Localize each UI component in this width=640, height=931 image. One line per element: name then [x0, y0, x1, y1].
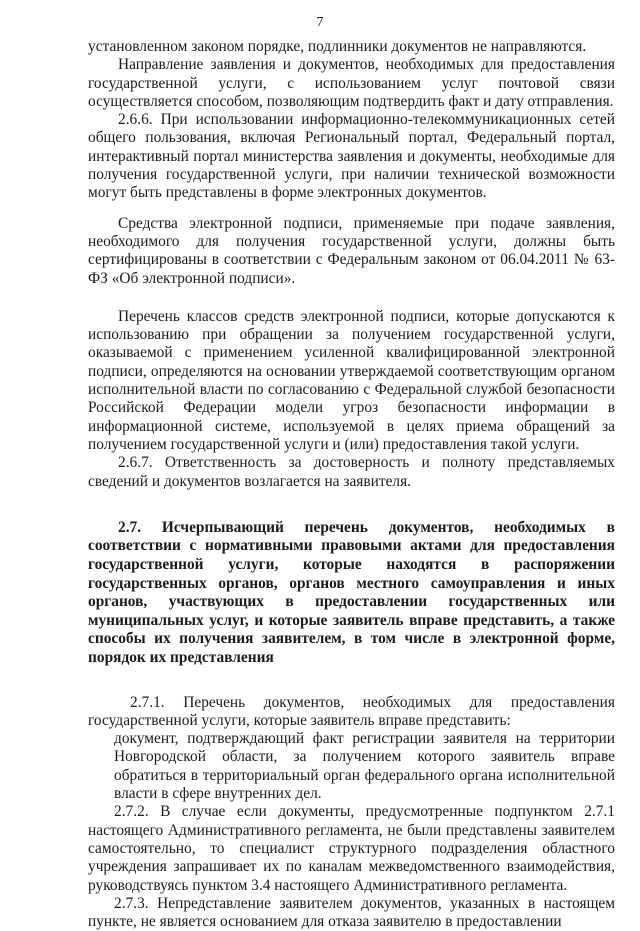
paragraph-signature-classes: Перечень классов средств электронной подписи, которые допускаются к использованию при обращении за получением государственной услуги, оказываемой с применением усиленной квалифицированной электронной подписи, определяются на основании утверждаемой соответствующим органом исполнительной власти по согласованию с Федеральной службой безопасности Российской Федерации модели угроз безопасности информации в информационной системе, используемой в целях приема обращений за получением государственной услуги и (или) предоставления такой услуги.	[88, 307, 615, 453]
paragraph-postal-delivery: Направление заявления и документов, необходимых для предоставления государственной услуги, с использованием услуг почтовой связи осуществляется способом, позволяющим подтвердить факт и дату отправления.	[88, 56, 615, 110]
section-heading-2-7: 2.7. Исчерпывающий перечень документов, необходимых в соответствии с нормативными правовыми актами для предоставления государственной услуги, которые находятся в распоряжении государственных органов, органов местного самоуправления и иных органов, участвующих в предоставлении государственных или муниципальных услуг, и которые заявитель вправе представить, а также способы их получения заявителем, в том числе в электронной форме, порядок их представления	[88, 518, 615, 666]
paragraph-2-6-6: 2.6.6. При использовании информационно-телекоммуникационных сетей общего пользования, включая Региональный портал, Федеральный портал, интерактивный портал министерства заявления и документы, необходимые для получения государственной услуги, при наличии технической возможности могут быть представлены в форме электронных документов.	[88, 111, 615, 202]
page-number: 7	[316, 15, 324, 30]
paragraph-originals-not-sent: установленном законом порядке, подлинники документов не направляются.	[88, 38, 587, 55]
paragraph-2-7-2: 2.7.2. В случае если документы, предусмотренные подпунктом 2.7.1 настоящего Административного регламента, не были представлены заявителем самостоятельно, то специалист структурного подразделения областного учреждения запрашивает их по каналам межведомственного взаимодействия, руководствуясь пунктом 3.4 настоящего Административного регламента.	[88, 803, 615, 894]
paragraph-2-7-3: 2.7.3. Непредставление заявителем документов, указанных в настоящем пункте, не является основанием для отказа заявителю в предоставлении	[88, 894, 615, 931]
paragraph-2-6-7: 2.6.7. Ответственность за достоверность и полноту представляемых сведений и документов возлагается на заявителя.	[88, 454, 615, 490]
paragraph-electronic-signature-means: Средства электронной подписи, применяемые при подаче заявления, необходимого для получения государственной услуги, должны быть сертифицированы в соответствии с Федеральным законом от 06.04.2011 № 63-ФЗ «Об электронной подписи».	[88, 214, 615, 287]
paragraph-2-7-1: 2.7.1. Перечень документов, необходимых для предоставления государственной услуги, которые заявитель вправе представить:	[88, 693, 615, 729]
paragraph-registration-document: документ, подтверждающий факт регистрации заявителя на территории Новгородской области, за получением которого заявитель вправе обратиться в территориальный орган федерального органа исполнительной власти в сфере внутренних дел.	[114, 730, 615, 803]
document-body	[88, 38, 615, 931]
